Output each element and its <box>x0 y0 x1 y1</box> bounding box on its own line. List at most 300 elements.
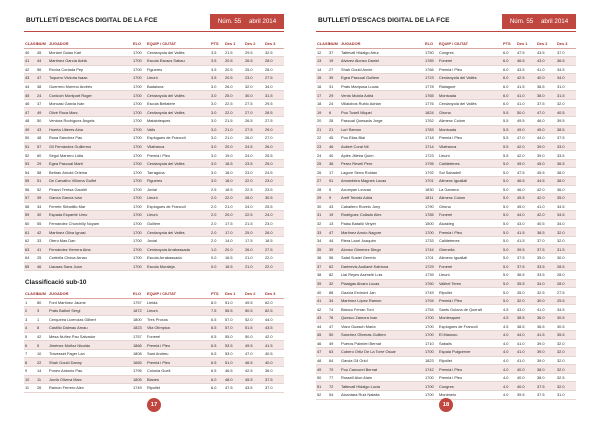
elo-cell: 1794 <box>424 296 438 305</box>
elo-cell: 1700 <box>132 74 146 83</box>
elo-cell: 1757 <box>132 332 146 341</box>
number-cell: 19 <box>328 211 340 220</box>
tiebreak1-cell: 18.0 <box>224 176 244 185</box>
player-cell: Riera Lauri Joaquim <box>340 236 424 245</box>
elo-cell: 1800 <box>132 315 146 324</box>
tiebreak2-cell: 49.5 <box>244 298 264 307</box>
elo-cell: 1700 <box>132 151 146 160</box>
number-cell: 37 <box>328 48 340 57</box>
number-cell: 17 <box>328 168 340 177</box>
tiebreak1-cell: 32.0 <box>516 296 536 305</box>
table-row <box>24 254 284 263</box>
tiebreak2-cell: 45.5 <box>244 375 264 384</box>
standings-table <box>24 40 284 271</box>
tiebreak2-cell: 24.5 <box>244 142 264 151</box>
player-cell: Aubert Coral Nil <box>340 142 424 151</box>
rank-cell: 33 <box>316 228 328 237</box>
tiebreak2-cell: 37.5 <box>536 245 556 254</box>
elo-cell: 1718 <box>424 134 438 143</box>
tiebreak2-cell: 36.0 <box>536 313 556 322</box>
rank-cell: 15 <box>316 74 328 83</box>
tiebreak2-cell: 34.0 <box>536 279 556 288</box>
tiebreak2-cell: 22.5 <box>244 211 264 220</box>
tiebreak1-cell: 46.5 <box>516 176 536 185</box>
player-cell: Cortiella Checa Arnau <box>48 254 132 263</box>
number-cell: 37 <box>36 99 48 108</box>
table-row <box>24 349 284 358</box>
club-cell: Premià i Pleo <box>438 65 502 74</box>
tiebreak2-cell: 32.5 <box>536 288 556 297</box>
tiebreak2-cell: 52.0 <box>244 315 264 324</box>
elo-cell: 1754 <box>424 305 438 314</box>
table-row <box>316 236 576 245</box>
number-cell: 9 <box>328 194 340 203</box>
club-cell: Sant Andreu <box>146 349 210 358</box>
elo-cell: 1700 <box>132 65 146 74</box>
table-row <box>24 245 284 254</box>
table-row <box>316 296 576 305</box>
number-cell: 5 <box>328 185 340 194</box>
tiebreak3-cell: 32.0 <box>556 228 576 237</box>
number-cell: 72 <box>328 382 340 391</box>
points-cell: 4.0 <box>502 339 516 348</box>
player-cell: Shah Gould Annie <box>340 65 424 74</box>
club-cell: Valls <box>146 125 210 134</box>
tiebreak1-cell: 21.5 <box>224 117 244 126</box>
points-cell: 6.5 <box>210 332 224 341</box>
player-cell: Palau Batalló Vinyet <box>340 219 424 228</box>
table-row <box>24 341 284 350</box>
number-cell: 11 <box>36 375 48 384</box>
player-cell: Garcia Gil Oriol <box>340 356 424 365</box>
column-header: Des 1 <box>224 290 244 298</box>
number-cell: 47 <box>328 322 340 331</box>
tiebreak1-cell: 20.5 <box>224 57 244 66</box>
club-cell: Figueres <box>146 176 210 185</box>
rank-cell: 52 <box>316 391 328 400</box>
points-cell: 5.5 <box>502 151 516 160</box>
column-header: JUGADOR <box>48 290 132 298</box>
number-cell: 43 <box>328 202 340 211</box>
points-cell: 2.0 <box>210 202 224 211</box>
tiebreak1-cell: 18.5 <box>224 185 244 194</box>
club-cell: Lleuró <box>146 211 210 220</box>
club-cell: Lleuró <box>146 307 210 316</box>
rank-cell: 39 <box>316 279 328 288</box>
club-cell: Lleuró <box>438 271 502 280</box>
number-cell: 74 <box>328 305 340 314</box>
tiebreak1-cell: 43.0 <box>516 305 536 314</box>
player-cell: Plaaigas Alvaro Lucas <box>340 279 424 288</box>
tiebreak3-cell: 25.5 <box>264 202 284 211</box>
points-cell: 6.5 <box>210 367 224 376</box>
tiebreak3-cell: 28.0 <box>264 57 284 66</box>
tiebreak3-cell: 34.5 <box>556 202 576 211</box>
club-cell: Fonerel <box>438 262 502 271</box>
table-row <box>316 82 576 91</box>
club-cell: Jovial <box>146 185 210 194</box>
number-cell: 1 <box>36 315 48 324</box>
table-row <box>24 228 284 237</box>
column-header: CLASS <box>317 41 331 47</box>
tiebreak3-cell: 27.5 <box>264 245 284 254</box>
tiebreak3-cell: 34.5 <box>556 305 576 314</box>
column-header: Des 3 <box>264 290 284 298</box>
elo-cell: 1765 <box>424 91 438 100</box>
club-cell: Montmelo <box>438 391 502 400</box>
rank-cell: 17 <box>316 91 328 100</box>
points-cell: 8.0 <box>210 298 224 307</box>
tiebreak3-cell: 28.0 <box>556 279 576 288</box>
tiebreak3-cell: 40.0 <box>264 358 284 367</box>
club-cell: Tarragona <box>146 168 210 177</box>
tiebreak2-cell: 39.0 <box>536 151 556 160</box>
elo-cell: 1700 <box>132 228 146 237</box>
player-cell: Cordoch Montpart Roger <box>48 91 132 100</box>
table-row <box>24 367 284 376</box>
right-page <box>316 0 576 424</box>
points-cell: 2.0 <box>210 211 224 220</box>
tiebreak2-cell: 44.5 <box>536 176 556 185</box>
tiebreak1-cell: 47.5 <box>516 168 536 177</box>
elo-cell: 1795 <box>132 367 146 376</box>
number-cell: 22 <box>36 358 48 367</box>
player-cell: Rossell Aion Alain <box>340 373 424 382</box>
player-cell: Egea Pascual Martí <box>48 159 132 168</box>
tiebreak1-cell: 22.5 <box>224 99 244 108</box>
points-cell: 5.0 <box>502 296 516 305</box>
elo-cell: 1700 <box>424 228 438 237</box>
table-row <box>316 279 576 288</box>
club-cell: Esplugues de Francolí <box>438 322 502 331</box>
tiebreak2-cell: 42.0 <box>536 194 556 203</box>
number-cell: 6 <box>328 108 340 117</box>
club-cell: Vila Olímpica <box>146 324 210 333</box>
points-cell: 5.5 <box>502 117 516 126</box>
number-cell: 26 <box>36 384 48 393</box>
tiebreak3-cell: 34.5 <box>556 211 576 220</box>
tiebreak2-cell: 26.0 <box>244 134 264 143</box>
tiebreak3-cell: 34.5 <box>556 65 576 74</box>
table-row <box>316 245 576 254</box>
column-header: ELO <box>132 40 146 48</box>
table-row <box>24 211 284 220</box>
points-cell: 3.0 <box>210 117 224 126</box>
points-cell: 5.0 <box>502 159 516 168</box>
rank-cell: 26 <box>316 168 328 177</box>
elo-cell: 1700 <box>132 168 146 177</box>
tiebreak3-cell: 32.0 <box>556 348 576 357</box>
elo-cell: 1700 <box>424 373 438 382</box>
number-cell: 46 <box>328 142 340 151</box>
tiebreak2-cell: 50.5 <box>244 307 264 316</box>
rank-cell: 47 <box>24 108 36 117</box>
player-cell: Pascual Quesada Jorge <box>340 117 424 126</box>
number-cell: 21 <box>328 125 340 134</box>
number-cell: 47 <box>36 74 48 83</box>
tiebreak2-cell: 21.0 <box>244 254 264 263</box>
table-row <box>316 125 576 134</box>
rank-cell: 30 <box>316 202 328 211</box>
column-header: EQUIP / CIUTAT <box>146 290 210 298</box>
club-cell: Alimenc Colom <box>438 117 502 126</box>
club-cell: Tres Proxos <box>146 315 210 324</box>
elo-cell: 1700 <box>424 322 438 331</box>
column-header: JUGADOR <box>340 40 424 48</box>
table-row <box>24 82 284 91</box>
table-row <box>24 307 284 316</box>
elo-cell: 1700 <box>132 202 146 211</box>
points-cell: 6.0 <box>210 384 224 393</box>
club-cell: Badalona <box>146 82 210 91</box>
tiebreak3-cell: 28.0 <box>264 65 284 74</box>
elo-cell: 1700 <box>132 99 146 108</box>
table-row <box>316 356 576 365</box>
points-cell: 2.0 <box>210 228 224 237</box>
rank-cell: 59 <box>24 211 36 220</box>
number-cell: 64 <box>328 356 340 365</box>
tiebreak1-cell: 47.5 <box>516 48 536 57</box>
tiebreak1-cell: 57.0 <box>224 324 244 333</box>
elo-cell: 1700 <box>132 117 146 126</box>
player-cell: Ventura Rodríguez Àngels <box>48 117 132 126</box>
tiebreak1-cell: 21.0 <box>224 202 244 211</box>
club-cell: Vilafranca <box>146 142 210 151</box>
rank-cell: 63 <box>24 245 36 254</box>
tiebreak1-cell: 42.5 <box>516 74 536 83</box>
tiebreak2-cell: 39.0 <box>536 348 556 357</box>
tiebreak3-cell: 32.0 <box>556 356 576 365</box>
points-cell: 3.0 <box>210 151 224 160</box>
points-cell: 3.0 <box>210 91 224 100</box>
number-cell: 5 <box>36 341 48 350</box>
table-row <box>24 324 284 333</box>
points-cell: 3.0 <box>210 159 224 168</box>
table-row <box>24 219 284 228</box>
tiebreak2-cell: 41.5 <box>536 331 556 340</box>
points-cell: 7.5 <box>210 307 224 316</box>
number-cell: 27 <box>328 65 340 74</box>
tiebreak2-cell: 30.0 <box>536 296 556 305</box>
club-cell: Premià i Pleo <box>438 373 502 382</box>
tiebreak1-cell: 41.5 <box>516 236 536 245</box>
rank-cell: 40 <box>316 288 328 297</box>
tiebreak3-cell: 36.5 <box>556 159 576 168</box>
club-cell: Escola Arrabassada <box>146 254 210 263</box>
rank-cell: 44 <box>316 322 328 331</box>
club-cell: Escola Bellatere <box>146 99 210 108</box>
player-cell: Salat Sustel Gererio <box>340 254 424 263</box>
points-cell: 4.0 <box>502 391 516 400</box>
issue-number: Núm. 55 <box>509 18 534 25</box>
table-header-row <box>316 40 576 48</box>
elo-cell: 1500 <box>424 219 438 228</box>
number-cell: 34 <box>36 202 48 211</box>
table-row <box>24 332 284 341</box>
rank-cell: 49 <box>316 365 328 374</box>
number-cell: 39 <box>36 194 48 203</box>
club-cell: Premià i Pleo <box>438 228 502 237</box>
issue-number: Núm. 55 <box>217 18 242 25</box>
club-cell: Rialaguer <box>438 82 502 91</box>
elo-cell: 1778 <box>424 82 438 91</box>
tiebreak1-cell: 17.5 <box>224 219 244 228</box>
points-cell: 2.0 <box>210 194 224 203</box>
tiebreak1-cell: 41.0 <box>516 91 536 100</box>
points-cell: 5.0 <box>502 202 516 211</box>
rank-cell: 41 <box>24 57 36 66</box>
rank-cell: 47 <box>316 348 328 357</box>
elo-cell: 1776 <box>424 99 438 108</box>
club-cell: El Masnou <box>438 331 502 340</box>
tiebreak2-cell: 24.0 <box>244 151 264 160</box>
table-row <box>24 142 284 151</box>
tiebreak1-cell: 47.5 <box>224 384 244 393</box>
points-cell: 5.0 <box>502 279 516 288</box>
table-row <box>316 91 576 100</box>
tiebreak3-cell: 34.0 <box>556 74 576 83</box>
player-cell: Martínez García Adrià <box>48 57 132 66</box>
club-cell: Cerdanyola del Vallès <box>438 99 502 108</box>
table-row <box>24 375 284 384</box>
elo-cell: 1700 <box>132 236 146 245</box>
player-cell: Llai Reyes Asenelé Luis <box>340 271 424 280</box>
table-header-row <box>24 40 284 48</box>
tiebreak2-cell: 38.0 <box>536 373 556 382</box>
tiebreak3-cell: 25.0 <box>264 159 284 168</box>
points-cell: 4.0 <box>502 356 516 365</box>
player-cell: Cubero Ortiz De La Torre Oscar <box>340 348 424 357</box>
tiebreak1-cell: 45.5 <box>516 194 536 203</box>
tiebreak2-cell: 30.0 <box>244 91 264 100</box>
tiebreak3-cell: 22.0 <box>264 262 284 271</box>
sub10-standings-table <box>24 290 284 393</box>
tiebreak3-cell: 18.5 <box>264 236 284 245</box>
player-cell: Pueros Palmieri Bernat <box>340 339 424 348</box>
points-cell: 6.0 <box>502 57 516 66</box>
number-cell: 30 <box>36 211 48 220</box>
number-cell: 49 <box>36 108 48 117</box>
elo-cell: 1749 <box>424 288 438 297</box>
rank-cell: 46 <box>24 99 36 108</box>
club-cell: Cerdanyola del Vallès <box>438 74 502 83</box>
number-cell: 40 <box>328 151 340 160</box>
tiebreak2-cell: 49.5 <box>244 341 264 350</box>
tiebreak2-cell: 28.0 <box>244 194 264 203</box>
rank-cell: 5 <box>24 332 36 341</box>
column-header: Des 1 <box>516 40 536 48</box>
table-row <box>316 74 576 83</box>
tiebreak2-cell: 38.5 <box>536 82 556 91</box>
table-row <box>316 48 576 57</box>
number-cell: 77 <box>328 373 340 382</box>
table-row <box>316 288 576 297</box>
tiebreak2-cell: 27.0 <box>244 108 264 117</box>
points-cell: 4.0 <box>502 331 516 340</box>
table-row <box>316 108 576 117</box>
tiebreak2-cell: 50.0 <box>244 332 264 341</box>
points-cell: 4.0 <box>502 373 516 382</box>
table-row <box>24 176 284 185</box>
tiebreak3-cell: 33.0 <box>556 142 576 151</box>
number-cell: 80 <box>36 298 48 307</box>
points-cell: 4.5 <box>502 313 516 322</box>
tiebreak1-cell: 20.0 <box>224 211 244 220</box>
tiebreak3-cell: 37.0 <box>264 384 284 393</box>
tiebreak3-cell: 30.0 <box>556 254 576 263</box>
tiebreak2-cell: 39.0 <box>536 339 556 348</box>
tiebreak3-cell: 29.0 <box>264 125 284 134</box>
points-cell: 5.0 <box>502 236 516 245</box>
table-row <box>24 134 284 143</box>
tiebreak3-cell: 28.5 <box>264 108 284 117</box>
player-cell: Amoedeira Magnes Lucas <box>340 176 424 185</box>
player-cell: Egea Pascual Guillem <box>340 74 424 83</box>
elo-cell: 1872 <box>132 307 146 316</box>
tiebreak2-cell: 17.5 <box>244 236 264 245</box>
tiebreak1-cell: 14.0 <box>224 236 244 245</box>
rank-cell: 8 <box>24 358 36 367</box>
table-row <box>316 348 576 357</box>
club-cell: Montesquee <box>438 313 502 322</box>
tiebreak1-cell: 21.5 <box>224 48 244 57</box>
tiebreak3-cell: 38.0 <box>556 168 576 177</box>
tiebreak3-cell: 28.0 <box>556 271 576 280</box>
table-row <box>316 99 576 108</box>
player-cell: Pou Cancurel Bernat <box>340 365 424 374</box>
table-row <box>24 315 284 324</box>
points-cell: 5.0 <box>502 288 516 297</box>
tiebreak3-cell: 37.5 <box>556 134 576 143</box>
table-row <box>316 305 576 314</box>
player-cell: Puneo Antonio Pau <box>48 367 132 376</box>
rank-cell: 18 <box>316 99 328 108</box>
tiebreak2-cell: 33.5 <box>536 271 556 280</box>
tiebreak2-cell: 22.0 <box>244 176 264 185</box>
table-row <box>316 168 576 177</box>
tiebreak2-cell: 45.0 <box>536 159 556 168</box>
tiebreak1-cell: 45.0 <box>516 202 536 211</box>
tiebreak2-cell: 43.5 <box>536 48 556 57</box>
rank-cell: 34 <box>316 236 328 245</box>
player-cell: Rovira Cortada Pep <box>48 65 132 74</box>
points-cell: 5.0 <box>502 254 516 263</box>
tiebreak2-cell: 51.5 <box>244 324 264 333</box>
tiebreak2-cell: 35.0 <box>536 254 556 263</box>
points-cell: 3.5 <box>210 57 224 66</box>
rank-cell: 28 <box>316 185 328 194</box>
player-cell: Llausas Sans Joan <box>48 262 132 271</box>
tiebreak1-cell: 42.0 <box>516 142 536 151</box>
rank-cell: 7 <box>24 349 36 358</box>
rank-cell: 22 <box>316 134 328 143</box>
tiebreak1-cell: 41.5 <box>516 228 536 237</box>
tiebreak1-cell: 53.5 <box>224 341 244 350</box>
tiebreak2-cell: 29.5 <box>244 48 264 57</box>
tiebreak2-cell: 21.0 <box>244 262 264 271</box>
elo-cell: 1700 <box>132 125 146 134</box>
player-cell: Beltran Arnold Orleina <box>48 168 132 177</box>
tiebreak2-cell: 22.5 <box>244 185 264 194</box>
player-cell: Pou Elias Blai <box>340 134 424 143</box>
club-cell: Jovial <box>146 236 210 245</box>
rank-cell: 35 <box>316 245 328 254</box>
club-cell: Girona <box>438 202 502 211</box>
tiebreak3-cell: 27.0 <box>264 134 284 143</box>
player-cell: Castillo Dalmau Arnau <box>48 324 132 333</box>
player-cell: Martínez Oliva Ignasi <box>48 228 132 237</box>
tiebreak3-cell: 27.5 <box>264 117 284 126</box>
